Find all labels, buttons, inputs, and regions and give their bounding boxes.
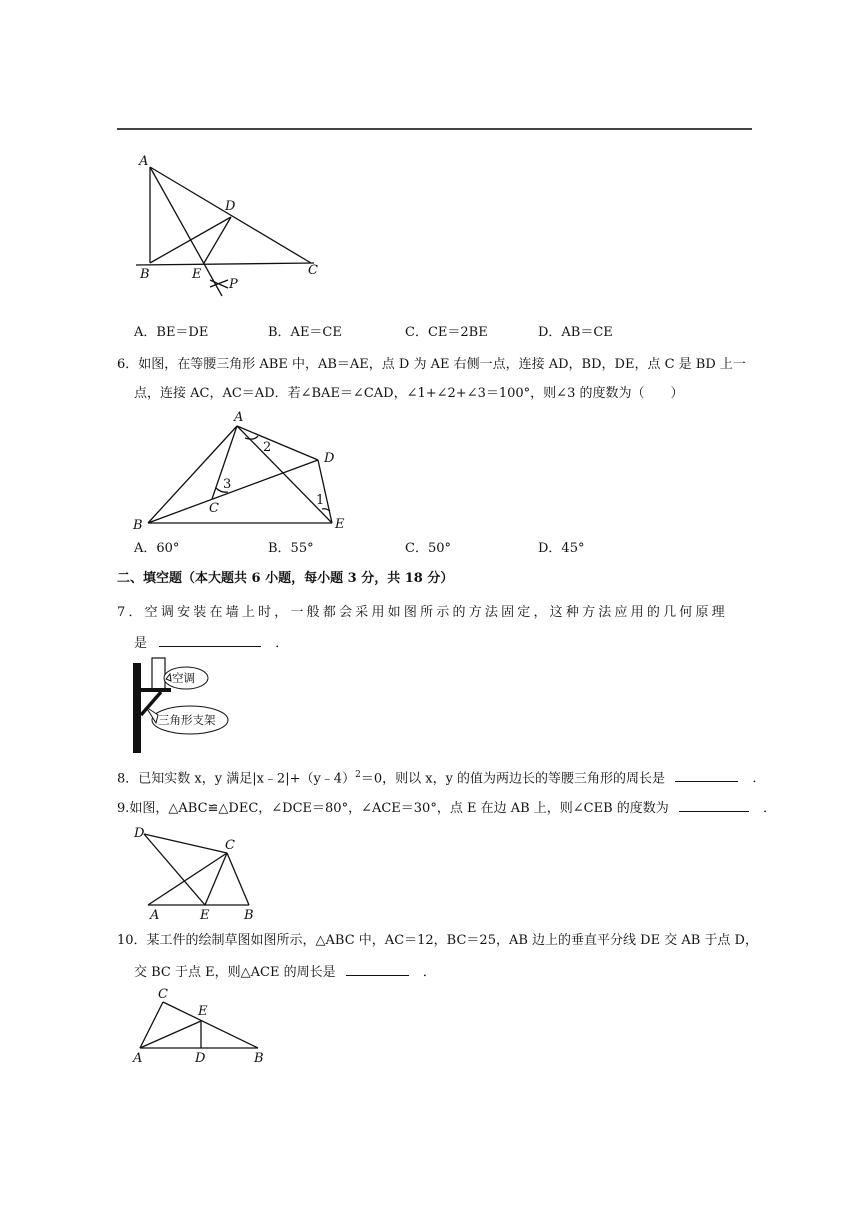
q9-label-b: B (244, 908, 254, 923)
q7-figure (130, 655, 240, 757)
q5-label-a: A (139, 154, 149, 169)
q6-option-c: C．50° (405, 541, 451, 556)
q5-label-p: P (229, 277, 238, 292)
q6-label-2: 2 (263, 440, 272, 455)
q5-label-c: C (308, 263, 318, 278)
q8-answer-blank[interactable] (675, 769, 738, 782)
q5-label-d: D (225, 199, 236, 214)
q8-line (117, 767, 765, 787)
q10-line-2-suffix: ． (422, 965, 436, 980)
section-2-title: 二、填空题（本大题共 6 小题，每小题 3 分，共 18 分） (117, 571, 454, 586)
q9-end: ． (763, 801, 777, 816)
q10-line-2-prefix: 交 BC 于点 E，则△ACE 的周长是 (134, 965, 336, 980)
q6-line-1: 6．如图，在等腰三角形 ABE 中，AB＝AE，点 D 为 AE 右侧一点，连接 AD，BD，DE，点 C 是 BD 上一 (117, 357, 746, 372)
q6-figure (128, 408, 353, 536)
q6-option-b: B．55° (268, 541, 314, 556)
q7-line-1: 7．空调安装在墙上时，一般都会采用如图所示的方法固定，这种方法应用的几何原理 (117, 605, 728, 620)
q9-label-e: E (200, 908, 210, 923)
q9-label-d: D (134, 826, 145, 841)
q8-prefix: 8．已知实数 x，y 满足|x﹣2|+（y﹣4） (117, 771, 356, 787)
q6-label-c: C (209, 501, 219, 516)
q5-label-e: E (192, 267, 202, 282)
q5-option-c: C．CE＝2BE (405, 325, 488, 340)
q10-label-d: D (195, 1051, 206, 1066)
q5-option-b: B．AE＝CE (268, 325, 342, 340)
q9-figure (130, 823, 270, 923)
q8-end: ． (752, 771, 766, 787)
q6-label-b: B (133, 518, 143, 533)
q6-label-e: E (335, 517, 345, 532)
q5-figure (130, 150, 340, 300)
q6-label-d: D (324, 451, 335, 466)
q9-line (117, 799, 776, 817)
q6-label-a: A (234, 410, 244, 425)
q9-answer-blank[interactable] (679, 799, 749, 812)
q7-line-2-suffix: ． (275, 636, 289, 651)
q10-label-a: A (133, 1051, 143, 1066)
q5-label-b: B (140, 267, 150, 282)
q6-option-d: D．45° (538, 541, 585, 556)
q10-label-b: B (254, 1051, 264, 1066)
q9-label-a: A (150, 908, 160, 923)
q8-suffix: ＝0，则以 x，y 的值为两边长的等腰三角形的周长是 (360, 771, 666, 787)
q10-line-1: 10．某工件的绘制草图如图所示，△ABC 中，AC＝12，BC＝25，AB 边上的垂直平分线 DE 交 AB 于点 D， (117, 933, 758, 948)
q10-label-e: E (198, 1004, 208, 1019)
q6-label-3: 3 (223, 477, 232, 492)
q5-option-a: A．BE＝DE (134, 325, 209, 340)
header-rule (117, 128, 752, 130)
q8-sup: 2 (355, 770, 361, 780)
q10-figure (128, 985, 278, 1067)
q7-answer-blank[interactable] (159, 634, 261, 647)
q5-option-d: D．AB＝CE (538, 325, 613, 340)
q7-callout-bracket: 三角形支架 (158, 713, 216, 727)
q7-callout-ac: 空调 (172, 671, 195, 685)
q7-line-2-prefix: 是 (134, 636, 148, 651)
q6-label-1: 1 (316, 493, 325, 508)
q7-line-2 (134, 634, 288, 652)
q10-label-c: C (158, 987, 168, 1002)
q6-option-a: A．60° (134, 541, 180, 556)
q10-line-2 (134, 963, 436, 981)
q6-line-2: 点，连接 AC，AC＝AD．若∠BAE＝∠CAD，∠1+∠2+∠3＝100°，则∠3 的度数为（ ） (134, 386, 684, 401)
q9-label-c: C (225, 838, 235, 853)
q9-text: 9.如图，△ABC≌△DEC，∠DCE＝80°，∠ACE＝30°，点 E 在边 AB 上，则∠CEB 的度数为 (117, 801, 669, 816)
q10-answer-blank[interactable] (346, 963, 409, 976)
